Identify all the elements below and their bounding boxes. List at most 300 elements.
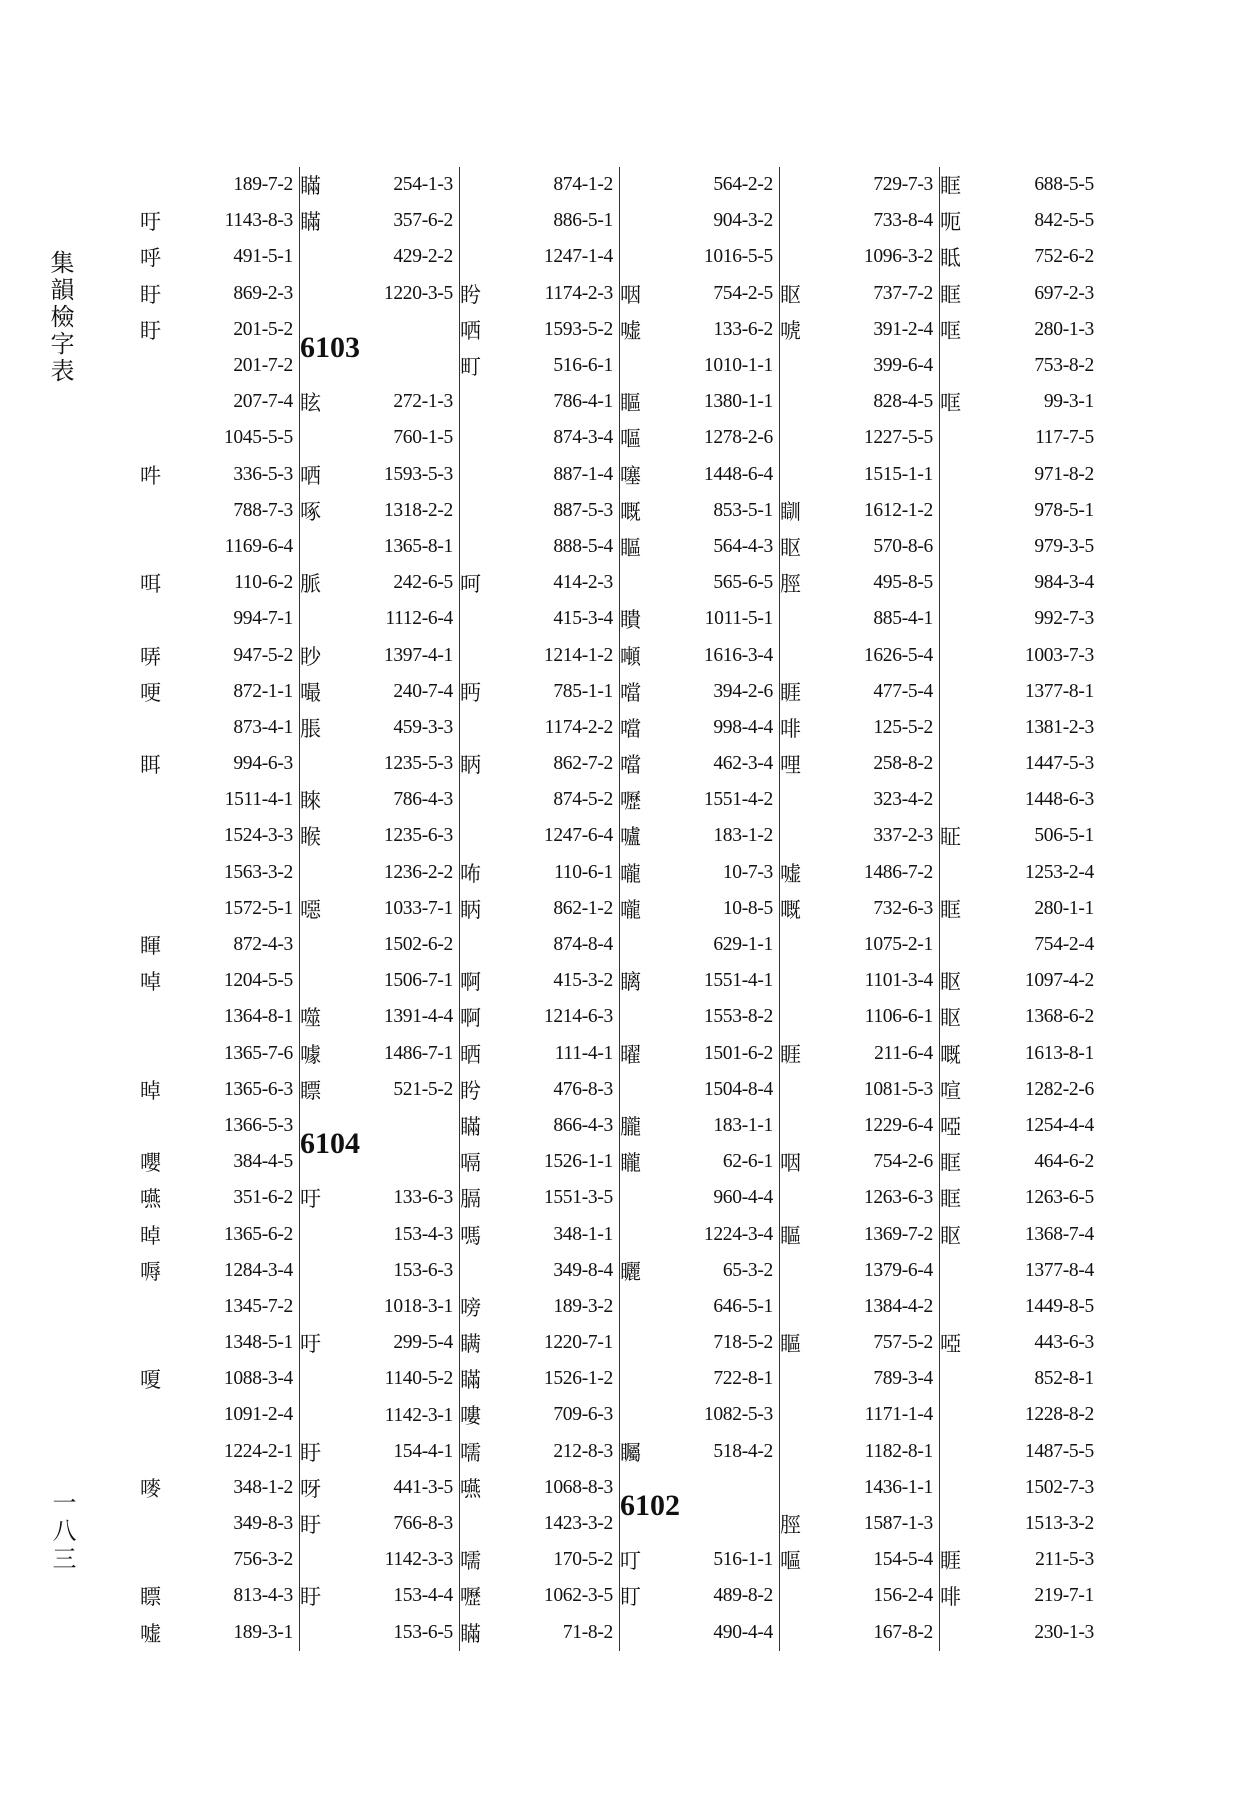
entry-reference: 722-8-1 [713, 1368, 773, 1390]
entry-reference: 984-3-4 [1034, 572, 1094, 594]
index-entry [460, 1542, 613, 1578]
entry-reference: 869-2-3 [233, 282, 293, 304]
entry-reference: 960-4-4 [713, 1187, 773, 1209]
index-entry [940, 601, 1094, 637]
entry-reference: 1224-3-4 [703, 1223, 773, 1245]
entry-reference: 1229-6-4 [863, 1114, 933, 1136]
index-entry [140, 710, 293, 746]
entry-reference: 1364-8-1 [223, 1006, 293, 1028]
entry-character: 啡 [940, 1585, 961, 1610]
index-entry [620, 1253, 773, 1289]
entry-reference: 1220-7-1 [543, 1332, 613, 1354]
index-column [940, 167, 1100, 1651]
index-entry [460, 1615, 613, 1651]
entry-reference: 1236-2-2 [383, 861, 453, 883]
entry-reference: 1101-3-4 [864, 970, 933, 992]
index-entry [620, 710, 773, 746]
entry-character: 眇 [300, 644, 321, 669]
entry-character: 吁 [140, 210, 161, 235]
entry-character: 嗝 [460, 1151, 481, 1176]
entry-character: 嗄 [140, 1368, 161, 1393]
index-entry [140, 927, 293, 963]
index-entry [140, 276, 293, 312]
index-entry [940, 1108, 1094, 1144]
entry-reference: 1142-3-3 [384, 1549, 453, 1571]
entry-reference: 1587-1-3 [863, 1513, 933, 1535]
entry-reference: 1613-8-1 [1024, 1042, 1094, 1064]
entry-reference: 1447-5-3 [1024, 753, 1094, 775]
index-entry [140, 1397, 293, 1433]
index-entry [620, 1578, 773, 1614]
index-entry [620, 855, 773, 891]
index-entry [300, 601, 453, 637]
index-entry [620, 239, 773, 275]
entry-reference: 1075-2-1 [863, 934, 933, 956]
entry-reference: 565-6-5 [713, 572, 773, 594]
index-entry [780, 565, 933, 601]
entry-reference: 862-1-2 [553, 897, 613, 919]
index-entry [460, 855, 613, 891]
entry-reference: 874-5-2 [553, 789, 613, 811]
side-title: 集韻檢字表 [46, 250, 74, 385]
entry-character: 瞞 [300, 210, 321, 235]
index-entry [620, 1289, 773, 1325]
entry-reference: 629-1-1 [713, 934, 773, 956]
entry-character: 眪 [460, 897, 481, 922]
entry-character: 嘅 [780, 897, 801, 922]
entry-reference: 1204-5-5 [223, 970, 293, 992]
index-entry [140, 1542, 293, 1578]
entry-character: 瞟 [300, 1078, 321, 1103]
index-entry [460, 1253, 613, 1289]
index-entry [620, 1325, 773, 1361]
index-entry [460, 1397, 613, 1433]
entry-character: 噻 [620, 463, 641, 488]
entry-reference: 1142-3-1 [384, 1404, 453, 1426]
index-entry [780, 1108, 933, 1144]
entry-character: 朧 [620, 1114, 641, 1139]
index-entry [460, 1470, 613, 1506]
entry-reference: 201-5-2 [233, 318, 293, 340]
index-entry [300, 1434, 453, 1470]
index-entry [300, 384, 453, 420]
entry-character: 嘅 [620, 499, 641, 524]
index-entry [460, 637, 613, 673]
entry-character: 脹 [300, 716, 321, 741]
index-entry [460, 1144, 613, 1180]
entry-character: 矚 [620, 1440, 641, 1465]
index-entry [780, 1434, 933, 1470]
entry-reference: 872-1-1 [233, 680, 293, 702]
index-entry [140, 818, 293, 854]
entry-reference: 1254-4-4 [1024, 1114, 1094, 1136]
index-entry [460, 601, 613, 637]
entry-reference: 272-1-3 [393, 391, 453, 413]
entry-reference: 62-6-1 [722, 1151, 773, 1173]
index-entry [300, 963, 453, 999]
entry-reference: 1214-1-2 [543, 644, 613, 666]
index-entry [300, 818, 453, 854]
entry-character: 睚 [780, 680, 801, 705]
entry-reference: 1140-5-2 [384, 1368, 453, 1390]
entry-reference: 153-6-5 [393, 1621, 453, 1643]
entry-reference: 1224-2-1 [223, 1440, 293, 1462]
index-entry [460, 384, 613, 420]
entry-character: 啞 [940, 1332, 961, 1357]
entry-character: 盱 [300, 1513, 321, 1538]
entry-reference: 1247-1-4 [543, 246, 613, 268]
entry-reference: 756-3-2 [233, 1549, 293, 1571]
index-entry [620, 674, 773, 710]
index-entry [940, 312, 1094, 348]
index-entry [140, 601, 293, 637]
entry-reference: 564-2-2 [713, 174, 773, 196]
index-entry [780, 963, 933, 999]
entry-character: 嘘 [140, 1621, 161, 1646]
entry-character: 眶 [940, 174, 961, 199]
index-entry [300, 1542, 453, 1578]
index-entry [140, 1615, 293, 1651]
entry-character: 咽 [780, 1151, 801, 1176]
entry-reference: 299-5-4 [393, 1332, 453, 1354]
index-entry [620, 167, 773, 203]
index-entry [300, 999, 453, 1035]
entry-reference: 280-1-3 [1034, 318, 1094, 340]
index-entry [300, 1289, 453, 1325]
index-entry [940, 493, 1094, 529]
entry-reference: 489-8-2 [713, 1585, 773, 1607]
entry-reference: 1112-6-4 [385, 608, 453, 630]
entry-reference: 904-3-2 [713, 210, 773, 232]
index-entry [300, 927, 453, 963]
index-entry [780, 855, 933, 891]
entry-reference: 477-5-4 [873, 680, 933, 702]
entry-character: 盻 [460, 1078, 481, 1103]
index-entry [780, 457, 933, 493]
index-entry [140, 674, 293, 710]
entry-reference: 1377-8-1 [1024, 680, 1094, 702]
page-number: 一八三 [48, 1490, 76, 1574]
entry-character: 眡 [940, 246, 961, 271]
entry-reference: 1106-6-1 [864, 1006, 933, 1028]
entry-character: 叮 [620, 1549, 641, 1574]
entry-reference: 1368-7-4 [1024, 1223, 1094, 1245]
entry-reference: 1506-7-1 [383, 970, 453, 992]
entry-reference: 1235-5-3 [383, 753, 453, 775]
entry-character: 曬 [620, 1259, 641, 1284]
entry-reference: 1214-6-3 [543, 1006, 613, 1028]
index-entry [300, 1361, 453, 1397]
entry-reference: 1263-6-5 [1024, 1187, 1094, 1209]
entry-character: 噹 [620, 716, 641, 741]
entry-reference: 760-1-5 [393, 427, 453, 449]
index-entry [780, 1036, 933, 1072]
entry-reference: 1235-6-3 [383, 825, 453, 847]
entry-reference: 394-2-6 [713, 680, 773, 702]
index-entry [460, 1578, 613, 1614]
index-column [300, 167, 460, 1651]
index-entry [620, 420, 773, 456]
entry-reference: 1436-1-1 [863, 1476, 933, 1498]
entry-reference: 99-3-1 [1043, 391, 1094, 413]
index-entry [940, 239, 1094, 275]
index-entry [140, 167, 293, 203]
entry-character: 哐 [940, 318, 961, 343]
entry-reference: 1082-5-3 [703, 1404, 773, 1426]
entry-reference: 133-6-2 [713, 318, 773, 340]
entry-reference: 754-2-4 [1034, 934, 1094, 956]
index-entry [300, 529, 453, 565]
entry-reference: 789-3-4 [873, 1368, 933, 1390]
entry-character: 唬 [780, 318, 801, 343]
index-column [620, 167, 780, 1651]
index-entry [940, 1180, 1094, 1216]
entry-reference: 1365-6-3 [223, 1078, 293, 1100]
index-entry [460, 927, 613, 963]
index-entry [780, 1072, 933, 1108]
entry-reference: 718-5-2 [713, 1332, 773, 1354]
entry-reference: 1423-3-2 [543, 1513, 613, 1535]
index-entry [780, 493, 933, 529]
index-entry [780, 674, 933, 710]
entry-reference: 1045-5-5 [223, 427, 293, 449]
entry-reference: 1228-8-2 [1024, 1404, 1094, 1426]
entry-reference: 853-5-1 [713, 499, 773, 521]
entry-reference: 1253-2-4 [1024, 861, 1094, 883]
entry-reference: 688-5-5 [1034, 174, 1094, 196]
entry-reference: 752-6-2 [1034, 246, 1094, 268]
index-entry [460, 1180, 613, 1216]
entry-reference: 887-5-3 [553, 499, 613, 521]
entry-character: 哢 [140, 644, 161, 669]
index-entry [940, 1253, 1094, 1289]
entry-reference: 1526-1-1 [543, 1151, 613, 1173]
entry-reference: 992-7-3 [1034, 608, 1094, 630]
index-entry [940, 1615, 1094, 1651]
index-entry [780, 1470, 933, 1506]
index-entry [620, 1216, 773, 1252]
entry-reference: 415-3-4 [553, 608, 613, 630]
entry-reference: 154-4-1 [393, 1440, 453, 1462]
entry-reference: 212-8-3 [553, 1440, 613, 1462]
index-entry [300, 1506, 453, 1542]
entry-reference: 1553-8-2 [703, 1006, 773, 1028]
index-entry [780, 203, 933, 239]
index-entry [940, 565, 1094, 601]
index-entry [940, 1470, 1094, 1506]
entry-character: 眩 [300, 391, 321, 416]
entry-character: 瞓 [780, 499, 801, 524]
entry-reference: 337-2-3 [873, 825, 933, 847]
entry-reference: 971-8-2 [1034, 463, 1094, 485]
entry-reference: 1384-4-2 [863, 1295, 933, 1317]
index-entry [460, 963, 613, 999]
entry-character: 瞞 [460, 1114, 481, 1139]
index-entry [460, 674, 613, 710]
index-entry [780, 276, 933, 312]
index-entry [620, 1434, 773, 1470]
entry-reference: 133-6-3 [393, 1187, 453, 1209]
index-entry [460, 1325, 613, 1361]
index-entry [780, 1144, 933, 1180]
index-entry [460, 1361, 613, 1397]
entry-reference: 476-8-3 [553, 1078, 613, 1100]
index-entry [940, 999, 1094, 1035]
entry-reference: 349-8-3 [233, 1513, 293, 1535]
index-entry [780, 927, 933, 963]
index-entry [140, 1036, 293, 1072]
entry-reference: 709-6-3 [553, 1404, 613, 1426]
index-entry [780, 384, 933, 420]
index-entry [780, 348, 933, 384]
entry-character: 哽 [140, 680, 161, 705]
entry-character: 瞘 [780, 1332, 801, 1357]
entry-reference: 110-6-2 [234, 572, 293, 594]
entry-reference: 443-6-3 [1034, 1332, 1094, 1354]
entry-character: 噹 [620, 753, 641, 778]
entry-character: 啡 [780, 716, 801, 741]
entry-character: 噱 [300, 1042, 321, 1067]
entry-reference: 391-2-4 [873, 318, 933, 340]
entry-reference: 1365-7-6 [223, 1042, 293, 1064]
entry-reference: 1486-7-1 [383, 1042, 453, 1064]
entry-character: 嚥 [460, 1476, 481, 1501]
entry-character: 盱 [140, 318, 161, 343]
entry-character: 啄 [300, 499, 321, 524]
entry-reference: 785-1-1 [553, 680, 613, 702]
index-entry [300, 1615, 453, 1651]
index-entry [140, 1072, 293, 1108]
index-entry [940, 963, 1094, 999]
index-entry [300, 565, 453, 601]
entry-character: 睚 [940, 1549, 961, 1574]
entry-character: 噁 [300, 897, 321, 922]
entry-reference: 153-4-3 [393, 1223, 453, 1245]
entry-reference: 1033-7-1 [383, 897, 453, 919]
entry-character: 嚦 [460, 1585, 481, 1610]
entry-reference: 788-7-3 [233, 499, 293, 521]
index-entry [300, 1397, 453, 1433]
index-entry [780, 1506, 933, 1542]
index-entry [460, 493, 613, 529]
index-entry [940, 710, 1094, 746]
entry-reference: 125-5-2 [873, 716, 933, 738]
entry-character: 啅 [140, 970, 161, 995]
entry-reference: 737-7-2 [873, 282, 933, 304]
entry-character: 啊 [460, 970, 481, 995]
entry-character: 啞 [940, 1114, 961, 1139]
index-entry [300, 276, 453, 312]
entry-reference: 1345-7-2 [223, 1295, 293, 1317]
entry-character: 嘜 [140, 1476, 161, 1501]
entry-reference: 1227-5-5 [863, 427, 933, 449]
entry-character: 嚥 [140, 1187, 161, 1212]
entry-reference: 230-1-3 [1034, 1621, 1094, 1643]
entry-reference: 518-4-2 [713, 1440, 773, 1462]
index-entry [620, 1397, 773, 1433]
entry-reference: 464-6-2 [1034, 1151, 1094, 1173]
entry-character: 瞒 [460, 1332, 481, 1357]
entry-reference: 1449-8-5 [1024, 1295, 1094, 1317]
entry-character: 盱 [140, 282, 161, 307]
entry-reference: 1551-3-5 [543, 1187, 613, 1209]
entry-reference: 1003-7-3 [1024, 644, 1094, 666]
entry-reference: 1365-6-2 [223, 1223, 293, 1245]
entry-character: 眪 [460, 753, 481, 778]
index-entry [780, 1542, 933, 1578]
index-entry [140, 457, 293, 493]
index-entry [300, 1036, 453, 1072]
entry-reference: 1018-3-1 [383, 1295, 453, 1317]
entry-character: 眄 [460, 680, 481, 705]
entry-character: 吁 [300, 1332, 321, 1357]
index-entry [940, 167, 1094, 203]
entry-character: 嘔 [780, 1549, 801, 1574]
index-entry [780, 999, 933, 1035]
entry-character: 嘬 [300, 680, 321, 705]
entry-reference: 110-6-1 [554, 861, 613, 883]
index-entry [780, 1325, 933, 1361]
entry-reference: 994-7-1 [233, 608, 293, 630]
entry-reference: 357-6-2 [393, 210, 453, 232]
index-entry [300, 1180, 453, 1216]
index-entry [780, 420, 933, 456]
entry-reference: 71-8-2 [562, 1621, 613, 1643]
index-entry [300, 1253, 453, 1289]
entry-character: 吽 [140, 463, 161, 488]
entry-character: 嗙 [460, 1295, 481, 1320]
entry-reference: 201-7-2 [233, 355, 293, 377]
entry-reference: 888-5-4 [553, 535, 613, 557]
entry-reference: 1486-7-2 [863, 861, 933, 883]
entry-character: 嘍 [460, 1404, 481, 1429]
entry-reference: 258-8-2 [873, 753, 933, 775]
entry-reference: 1563-3-2 [223, 861, 293, 883]
entry-reference: 1526-1-2 [543, 1368, 613, 1390]
entry-reference: 1593-5-2 [543, 318, 613, 340]
index-entry [780, 818, 933, 854]
entry-reference: 753-8-2 [1034, 355, 1094, 377]
entry-character: 瞞 [460, 1368, 481, 1393]
index-entry [780, 1253, 933, 1289]
entry-character: 噹 [620, 680, 641, 705]
index-entry [940, 276, 1094, 312]
index-entry [460, 1506, 613, 1542]
entry-character: 矓 [620, 1151, 641, 1176]
entry-reference: 348-1-1 [553, 1223, 613, 1245]
index-entry [940, 1289, 1094, 1325]
index-entry [300, 746, 453, 782]
index-entry [620, 746, 773, 782]
entry-reference: 729-7-3 [873, 174, 933, 196]
entry-reference: 189-7-2 [233, 174, 293, 196]
entry-character: 嗎 [460, 1223, 481, 1248]
index-entry [300, 637, 453, 673]
entry-reference: 1612-1-2 [863, 499, 933, 521]
index-entry [940, 203, 1094, 239]
index-entry [460, 891, 613, 927]
entry-character: 睴 [140, 934, 161, 959]
entry-reference: 429-2-2 [393, 246, 453, 268]
entry-reference: 873-4-1 [233, 716, 293, 738]
index-entry [140, 637, 293, 673]
index-entry [300, 782, 453, 818]
entry-character: 瞘 [780, 1223, 801, 1248]
entry-reference: 1448-6-4 [703, 463, 773, 485]
entry-reference: 998-4-4 [713, 716, 773, 738]
index-entry [940, 746, 1094, 782]
index-entry [140, 1108, 293, 1144]
